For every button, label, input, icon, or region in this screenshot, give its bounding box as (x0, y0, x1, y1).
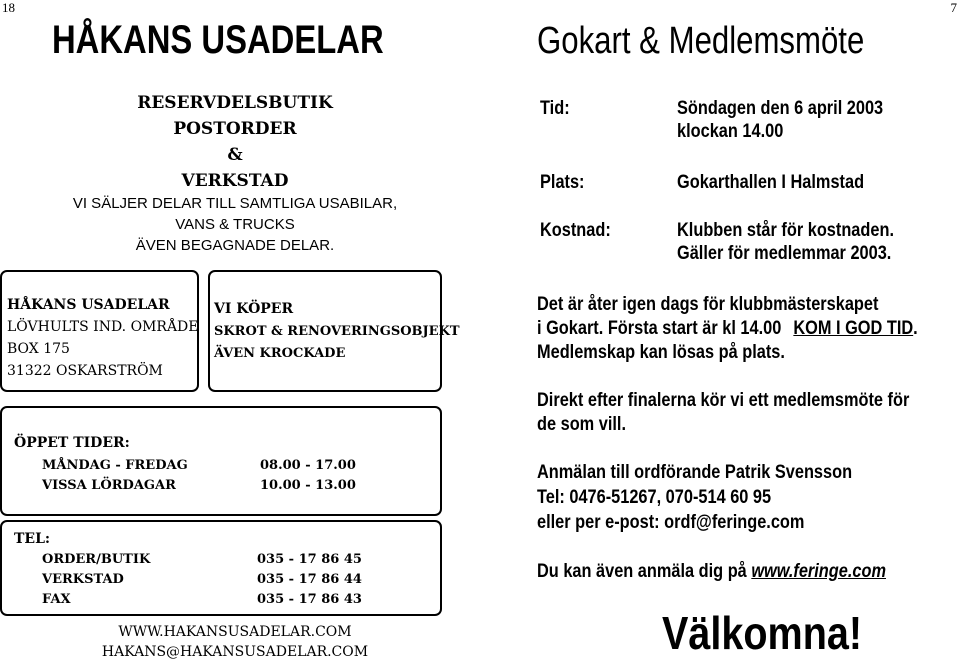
para1-line (537, 318, 918, 340)
cost-label: Kostnad: (540, 220, 611, 241)
phone-number: 035 - 17 86 44 (257, 572, 362, 587)
phone-heading: TEL: (14, 531, 51, 547)
phone-label: VERKSTAD (42, 572, 124, 587)
para1-line2-period: . (913, 318, 918, 339)
para1-line2-text: i Gokart. Första start är kl 14.00 (537, 318, 782, 339)
address-box (0, 270, 199, 392)
ad-description-line: VANS & TRUCKS (175, 216, 295, 233)
address-street: LÖVHULTS IND. OMRÅDE (7, 319, 199, 335)
time-label: Tid: (540, 98, 570, 119)
ad-heading-line: POSTORDER (173, 119, 297, 139)
place-label: Plats: (540, 172, 585, 193)
ad-description-line: ÄVEN BEGAGNADE DELAR. (135, 237, 335, 254)
ad-website[interactable]: WWW.HAKANSUSADELAR.COM (118, 624, 352, 640)
ad-heading-line: RESERVDELSBUTIK (137, 93, 333, 113)
hours-time: 10.00 - 13.00 (260, 478, 356, 493)
opening-hours-heading: ÖPPET TIDER: (14, 435, 130, 451)
phone-box (0, 520, 442, 616)
ad-heading-line: & (227, 145, 243, 165)
hours-day: VISSA LÖRDAGAR (42, 478, 176, 493)
para3-line: eller per e-post: ordf@feringe.com (537, 512, 805, 533)
para2-line: de som vill. (537, 414, 626, 435)
cost-value-line: Klubben står för kostnaden. (677, 220, 894, 241)
ad-description-line: VI SÄLJER DELAR TILL SAMTLIGA USABILAR, (72, 195, 398, 212)
time-value-line: Söndagen den 6 april 2003 (677, 98, 884, 119)
cost-value-line: Gäller för medlemmar 2003. (677, 243, 892, 264)
opening-hours-box (0, 406, 442, 516)
ad-heading (30, 90, 440, 194)
hours-time: 08.00 - 17.00 (260, 458, 356, 473)
ad-description (30, 193, 440, 256)
para4-text: Du kan även anmäla dig på (537, 561, 752, 582)
para4-line (537, 561, 886, 583)
page-number-left: 18 (2, 0, 15, 15)
para3-line: Anmälan till ordförande Patrik Svensson (537, 462, 853, 483)
para2-line: Direkt efter finalerna kör vi ett medlemsmöte för (537, 390, 910, 411)
para1-line: Det är åter igen dags för klubbmästerskapet (537, 294, 879, 315)
welcome-text: Välkomna! (662, 607, 863, 659)
come-early-text: KOM I GOD TID (793, 318, 914, 339)
phone-label: ORDER/BUTIK (42, 552, 151, 567)
para3-line: Tel: 0476-51267, 070-514 60 95 (537, 487, 772, 508)
hours-day: MÅNDAG - FREDAG (42, 458, 188, 473)
phone-label: FAX (42, 592, 71, 607)
address-city: 31322 OSKARSTRÖM (7, 363, 163, 379)
phone-number: 035 - 17 86 45 (257, 552, 362, 567)
time-value-line: klockan 14.00 (677, 121, 784, 142)
address-name: HÅKANS USADELAR (7, 297, 170, 313)
ad-heading-line: VERKSTAD (181, 171, 289, 191)
signup-link[interactable]: www.feringe.com (751, 561, 886, 582)
buying-line: SKROT & RENOVERINGSOBJEKT (214, 324, 460, 339)
address-box-number: BOX 175 (7, 341, 70, 357)
para1-line: Medlemskap kan lösas på plats. (537, 342, 785, 363)
ad-title: HÅKANS USADELAR (52, 18, 384, 62)
ad-email[interactable]: HAKANS@HAKANSUSADELAR.COM (101, 644, 369, 660)
buying-line: ÄVEN KROCKADE (214, 346, 346, 361)
place-value: Gokarthallen I Halmstad (677, 172, 865, 193)
buying-box (208, 270, 460, 392)
page-number-right: 7 (950, 0, 957, 15)
phone-number: 035 - 17 86 43 (257, 592, 362, 607)
event-title: Gokart & Medlemsmöte (537, 20, 865, 62)
buying-heading: VI KÖPER (214, 301, 294, 317)
ad-contact (30, 622, 440, 662)
